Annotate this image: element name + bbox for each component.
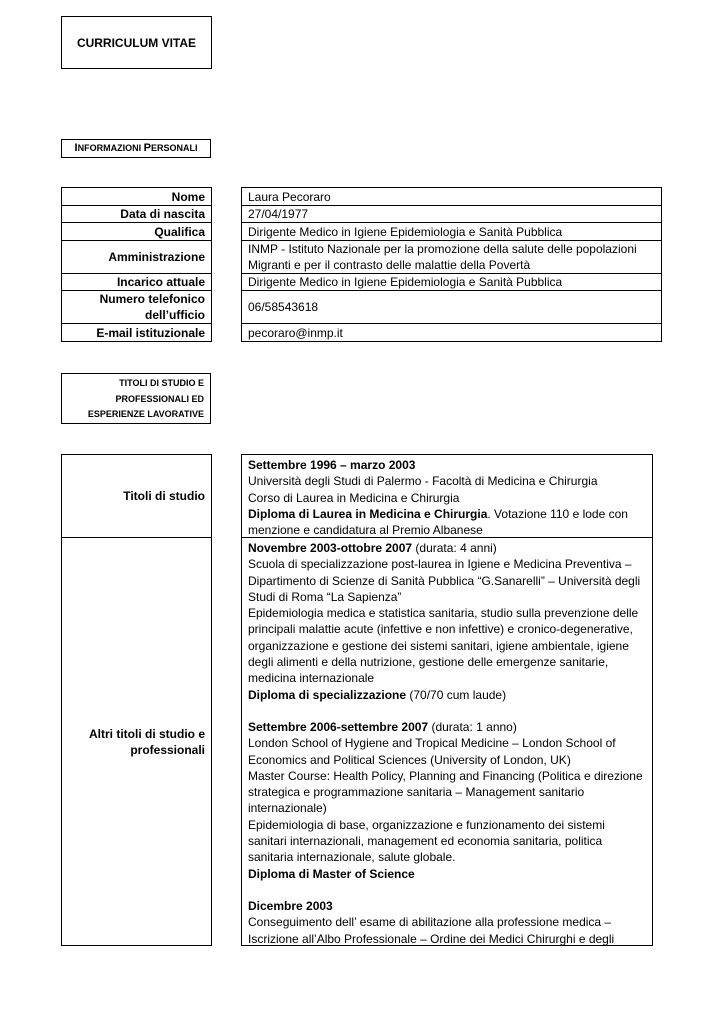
value-email: pecoraro@inmp.it [242,324,662,342]
label-phone: Numero telefonico dell’ufficio [62,291,212,324]
label-administration: Amministrazione [62,241,212,274]
entry3-text: Conseguimento dell’ esame di abilitazione alla professione medica – Iscrizione all’Albo Professionale – Ordine dei Medici Chirurghi e degli [248,915,615,946]
entry3-date: Dicembre 2003 [248,898,333,913]
label-other-titles: Altri titoli di studio e professionali [89,726,205,757]
personal-values-table [241,187,662,342]
value-name: Laura Pecoraro [242,188,662,206]
entry1-date: Novembre 2003-ottobre 2007 (durata: 4 anni) [248,541,497,555]
label-email: E-mail istituzionale [62,324,212,342]
entry1-diploma: Diploma di specializzazione (70/70 cum laude) [248,687,507,702]
label-qualification: Qualifica [62,223,212,241]
entry1-description: Epidemiologia medica e statistica sanitaria, studio sulla prevenzione delle principali malattie acute (infettive e non infettive) e cronico-degenerative, organizzazione e gestione dei sistemi sanitari, igiene ambientale, igiene degli alimenti e della nutrizione, gestione delle emergenze sanitarie, medicina internazionale [248,606,639,686]
other-titles-cell [242,538,652,945]
label-studies: Titoli di studio [62,455,211,538]
section-titles-line2: PROFESSIONALI ED [115,393,204,404]
personal-labels-table [61,187,212,342]
studies-degree: Diploma di Laurea in Medicina e Chirurgia. Votazione 110 e lode con menzione e candidatura al Premio Albanese [248,506,628,538]
entry2-course: Master Course: Health Policy, Planning and Financing (Politica e direzione strategica e programmazione sanitaria – Management sanitario internazionale) [248,768,643,816]
entry2-diploma: Diploma di Master of Science [248,866,415,881]
studies-cell [242,455,652,538]
entry1-institution: Scuola di specializzazione post-laurea in Igiene e Medicina Preventiva – Dipartimento di Scienze di Sanità Pubblica “G.Sanarelli” – Università degli Studi di Roma “La Sapienza” [248,557,641,604]
titles-labels-column [61,454,212,946]
entry2-description: Epidemiologia di base, organizzazione e funzionamento dei sistemi sanitari internazionali, management ed economia sanitaria, politica sanitaria internazionale, salute globale. [248,817,605,865]
studies-date: Settembre 1996 – marzo 2003 [248,458,416,472]
section-personal-info: INFORMAZIONI PERSONALI [61,139,211,158]
label-birthdate: Data di nascita [62,206,212,223]
studies-university: Università degli Studi di Palermo - Facoltà di Medicina e Chirurgia [248,474,598,489]
section-titles-line3: ESPERIENZE LAVORATIVE [87,409,204,419]
label-name: Nome [62,188,212,206]
value-birthdate: 27/04/1977 [242,206,662,223]
studies-course: Corso di Laurea in Medicina e Chirurgia [248,490,460,505]
entry2-date: Settembre 2006-settembre 2007 (durata: 1 anno) [248,719,517,734]
value-phone: 06/58543618 [242,291,662,324]
value-qualification: Dirigente Medico in Igiene Epidemiologia e Sanità Pubblica [242,223,662,241]
label-current-role: Incarico attuale [62,274,212,291]
entry2-institution: London School of Hygiene and Tropical Medicine – London School of Economics and Political Sciences (University of London, UK) [248,736,616,767]
section-titles-experience [61,373,211,424]
section-titles-line1: TITOLI DI STUDIO E [119,378,204,388]
cv-title: CURRICULUM VITAE [61,16,212,69]
value-administration: INMP - Istituto Nazionale per la promozione della salute delle popolazioni Migranti e per il contrasto delle malattie della Povertà [242,241,662,274]
value-current-role: Dirigente Medico in Igiene Epidemiologia e Sanità Pubblica [242,274,662,291]
titles-content-column [241,454,653,946]
